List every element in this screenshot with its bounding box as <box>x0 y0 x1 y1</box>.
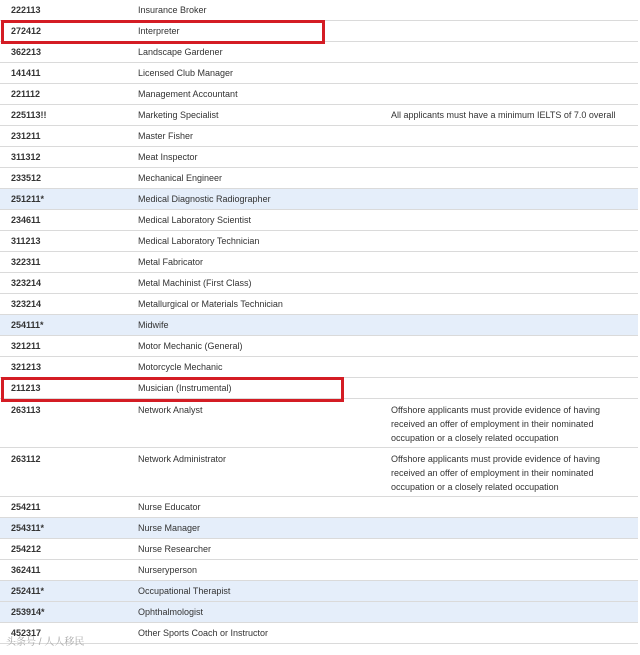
occupation-name: Nurse Researcher <box>138 544 212 554</box>
table-row <box>0 147 638 168</box>
occupation-name: Motorcycle Mechanic <box>138 362 223 372</box>
occupation-name: Medical Laboratory Technician <box>138 236 260 246</box>
table-row <box>0 189 638 210</box>
table-row <box>0 294 638 315</box>
occupation-name: Occupational Therapist <box>138 586 231 596</box>
occupation-name: Master Fisher <box>138 131 194 141</box>
occupation-code: 141411 <box>11 68 41 78</box>
table-row <box>0 448 638 497</box>
occupation-name: Metal Machinist (First Class) <box>138 278 252 288</box>
occupation-code: 322311 <box>11 257 41 267</box>
occupation-name: Metallurgical or Materials Technician <box>138 299 283 309</box>
table-row <box>0 539 638 560</box>
occupation-name: Midwife <box>138 320 169 330</box>
occupation-code: 254311* <box>11 523 45 533</box>
table-row <box>0 231 638 252</box>
table-row <box>0 126 638 147</box>
occupation-code: 234611 <box>11 215 41 225</box>
occupation-name: Management Accountant <box>138 89 238 99</box>
occupation-code: 311213 <box>11 236 41 246</box>
occupation-code: 253914* <box>11 607 45 617</box>
occupation-name: Other Sports Coach or Instructor <box>138 628 269 638</box>
table-row <box>0 105 638 126</box>
occupation-code: 263112 <box>11 454 41 464</box>
table-row <box>0 497 638 518</box>
table-row <box>0 560 638 581</box>
occupation-note: Offshore applicants must provide evidence of having received an offer of employment in their nominated occupation or a closely related occupation <box>391 405 600 443</box>
occupation-code: 251211* <box>11 194 45 204</box>
occupation-name: Medical Diagnostic Radiographer <box>138 194 271 204</box>
table-row <box>0 168 638 189</box>
table-row <box>0 581 638 602</box>
occupation-note: All applicants must have a minimum IELTS of 7.0 overall <box>391 110 616 120</box>
table-row <box>0 0 638 21</box>
occupation-code: 211213 <box>11 383 41 393</box>
occupation-code: 254211 <box>11 502 41 512</box>
occupation-name: Licensed Club Manager <box>138 68 234 78</box>
table-row <box>0 378 638 399</box>
occupation-code: 252411* <box>11 586 45 596</box>
occupation-name: Medical Laboratory Scientist <box>138 215 252 225</box>
occupation-code: 323214 <box>11 299 42 309</box>
occupation-name: Network Analyst <box>138 405 203 415</box>
table-row <box>0 357 638 378</box>
occupation-name: Musician (Instrumental) <box>138 383 232 393</box>
table-row <box>0 399 638 448</box>
occupation-name: Nurse Educator <box>138 502 201 512</box>
table-row <box>0 623 638 644</box>
occupation-code: 321211 <box>11 341 41 351</box>
occupation-code: 231211 <box>11 131 41 141</box>
occupation-name: Marketing Specialist <box>138 110 219 120</box>
occupation-name: Mechanical Engineer <box>138 173 223 183</box>
occupation-name: Motor Mechanic (General) <box>138 341 243 351</box>
occupation-code: 225113!! <box>11 110 47 120</box>
table-row <box>0 518 638 539</box>
occupation-name: Landscape Gardener <box>138 47 223 57</box>
occupation-code: 263113 <box>11 405 41 415</box>
table-row <box>0 336 638 357</box>
occupation-name: Network Administrator <box>138 454 227 464</box>
occupation-code: 221112 <box>11 89 41 99</box>
occupation-code: 254212 <box>11 544 42 554</box>
occupation-name: Metal Fabricator <box>138 257 204 267</box>
table-row <box>0 315 638 336</box>
occupation-note: Offshore applicants must provide evidence of having received an offer of employment in their nominated occupation or a closely related occupation <box>391 454 600 492</box>
table-row <box>0 252 638 273</box>
table-row <box>0 84 638 105</box>
occupation-code: 272412 <box>11 26 42 36</box>
occupation-name: Nurse Manager <box>138 523 201 533</box>
occupation-code: 222113 <box>11 5 41 15</box>
table-row <box>0 273 638 294</box>
occupation-code: 362213 <box>11 47 42 57</box>
table-row <box>0 210 638 231</box>
occupation-code: 311312 <box>11 152 41 162</box>
occupation-name: Meat Inspector <box>138 152 198 162</box>
table-row <box>0 602 638 623</box>
occupation-code: 233512 <box>11 173 42 183</box>
occupation-code: 362411 <box>11 565 41 575</box>
table-row <box>0 42 638 63</box>
occupation-name: Ophthalmologist <box>138 607 204 617</box>
occupation-code: 321213 <box>11 362 42 372</box>
occupation-name: Insurance Broker <box>138 5 207 15</box>
occupation-code: 452317 <box>11 628 42 638</box>
table-row <box>0 63 638 84</box>
table-row <box>0 21 638 42</box>
occupation-name: Nurseryperson <box>138 565 198 575</box>
occupation-code: 254111* <box>11 320 44 330</box>
watermark-text: 头条号 / 人人移民 <box>6 637 85 648</box>
occupation-code: 323214 <box>11 278 42 288</box>
occupation-name: Interpreter <box>138 26 180 36</box>
